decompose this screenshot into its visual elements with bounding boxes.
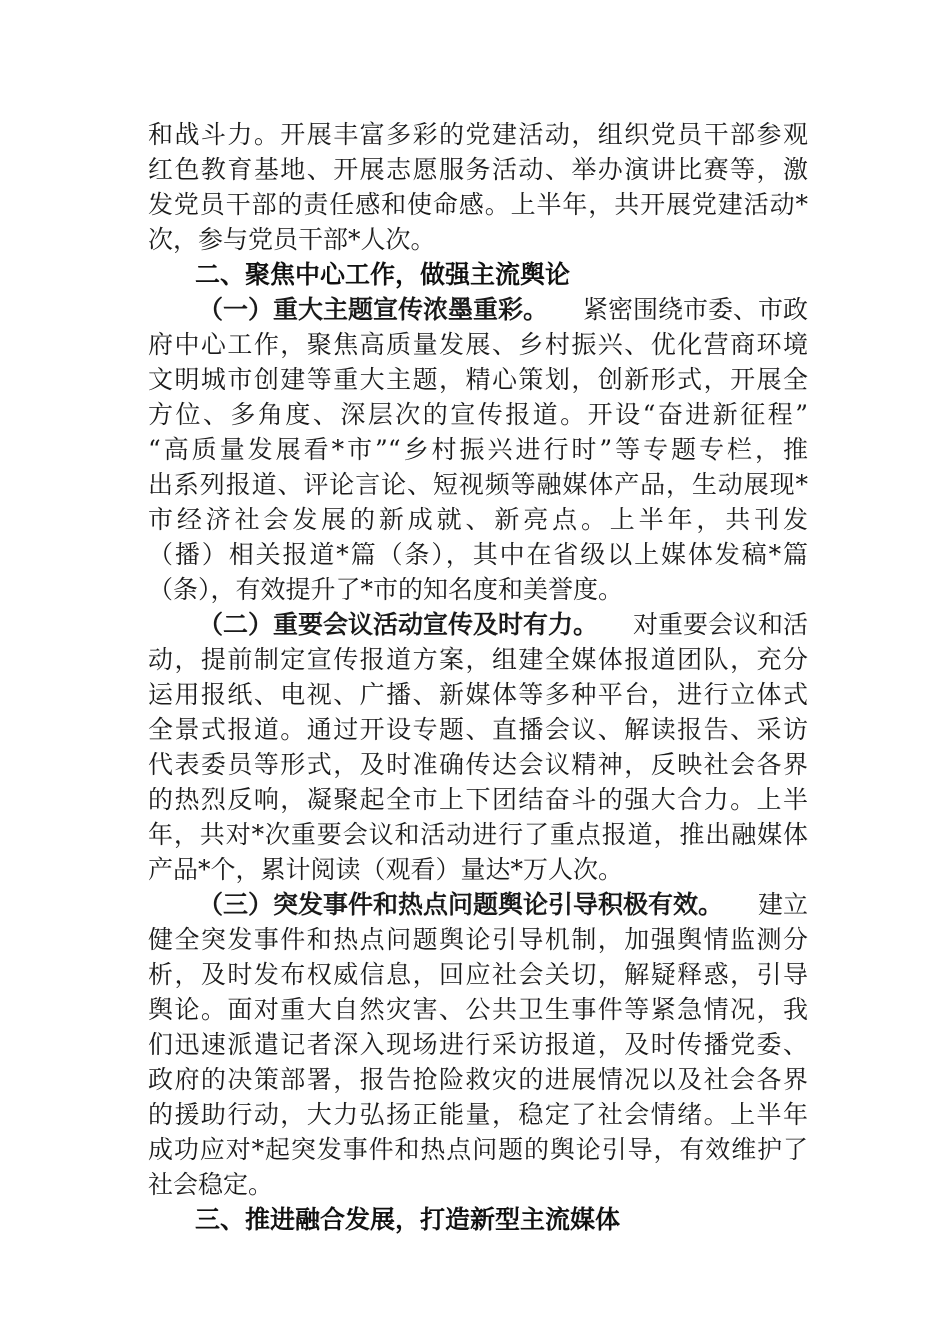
body-line: 政府的决策部署，报告抢险救灾的进展情况以及社会各界 bbox=[148, 1065, 808, 1094]
body-line: 们迅速派遣记者深入现场进行采访报道，及时传播党委、 bbox=[148, 1030, 808, 1059]
section-heading-3: 三、推进融合发展，打造新型主流媒体 bbox=[195, 1205, 621, 1234]
body-line: 产品*个，累计阅读（观看）量达*万人次。 bbox=[148, 855, 624, 884]
body-line: 舆论。面对重大自然灾害、公共卫生事件等紧急情况，我 bbox=[148, 995, 808, 1024]
body-line: 出系列报道、评论言论、短视频等融媒体产品，生动展现* bbox=[148, 470, 808, 499]
body-line: 析，及时发布权威信息，回应社会关切，解疑释惑，引导 bbox=[148, 960, 808, 989]
body-line: 动，提前制定宣传报道方案，组建全媒体报道团队，充分 bbox=[148, 645, 808, 674]
subsection-title-3: （三）突发事件和热点问题舆论引导积极有效。 bbox=[198, 890, 724, 919]
body-line: 的援助行动，大力弘扬正能量，稳定了社会情绪。上半年 bbox=[148, 1100, 808, 1129]
section-heading-2: 二、聚焦中心工作，做强主流舆论 bbox=[195, 260, 571, 289]
body-line: 的热烈反响，凝聚起全市上下团结奋斗的强大合力。上半 bbox=[148, 785, 808, 814]
body-line: 代表委员等形式，及时准确传达会议精神，反映社会各界 bbox=[148, 750, 808, 779]
body-line: 红色教育基地、开展志愿服务活动、举办演讲比赛等，激 bbox=[148, 155, 808, 184]
body-line: 次，参与党员干部*人次。 bbox=[148, 225, 436, 254]
body-line: 文明城市创建等重大主题，精心策划，创新形式，开展全 bbox=[148, 365, 808, 394]
body-line: 社会稳定。 bbox=[148, 1170, 274, 1199]
body-line: “高质量发展看*市”“乡村振兴进行时”等专题专栏，推 bbox=[148, 435, 808, 464]
body-line: 健全突发事件和热点问题舆论引导机制，加强舆情监测分 bbox=[148, 925, 808, 954]
subsection-title-2: （二）重要会议活动宣传及时有力。 bbox=[198, 610, 599, 639]
body-line: 运用报纸、电视、广播、新媒体等多种平台，进行立体式 bbox=[148, 680, 808, 709]
body-line: 方位、多角度、深层次的宣传报道。开设“奋进新征程” bbox=[148, 400, 808, 429]
body-line: 成功应对*起突发事件和热点问题的舆论引导，有效维护了 bbox=[148, 1135, 808, 1164]
body-text: 对重要会议和活 bbox=[632, 610, 808, 639]
subsection-line-1 bbox=[198, 293, 808, 327]
subsection-line-2 bbox=[198, 608, 808, 642]
body-line: 府中心工作，聚焦高质量发展、乡村振兴、优化营商环境 bbox=[148, 330, 808, 359]
subsection-title-1: （一）重大主题宣传浓墨重彩。 bbox=[198, 295, 549, 324]
subsection-line-3 bbox=[198, 888, 808, 922]
body-line: 年，共对*次重要会议和活动进行了重点报道，推出融媒体 bbox=[148, 820, 808, 849]
body-line: 和战斗力。开展丰富多彩的党建活动，组织党员干部参观 bbox=[148, 120, 808, 149]
body-text: 紧密围绕市委、市政 bbox=[582, 295, 808, 324]
body-line: （播）相关报道*篇（条），其中在省级以上媒体发稿*篇 bbox=[148, 540, 808, 569]
body-line: （条），有效提升了*市的知名度和美誉度。 bbox=[148, 575, 624, 604]
body-line: 全景式报道。通过开设专题、直播会议、解读报告、采访 bbox=[148, 715, 808, 744]
body-line: 发党员干部的责任感和使命感。上半年，共开展党建活动* bbox=[148, 190, 808, 219]
body-line: 市经济社会发展的新成就、新亮点。上半年，共刊发 bbox=[148, 505, 808, 534]
body-text: 建立 bbox=[757, 890, 808, 919]
